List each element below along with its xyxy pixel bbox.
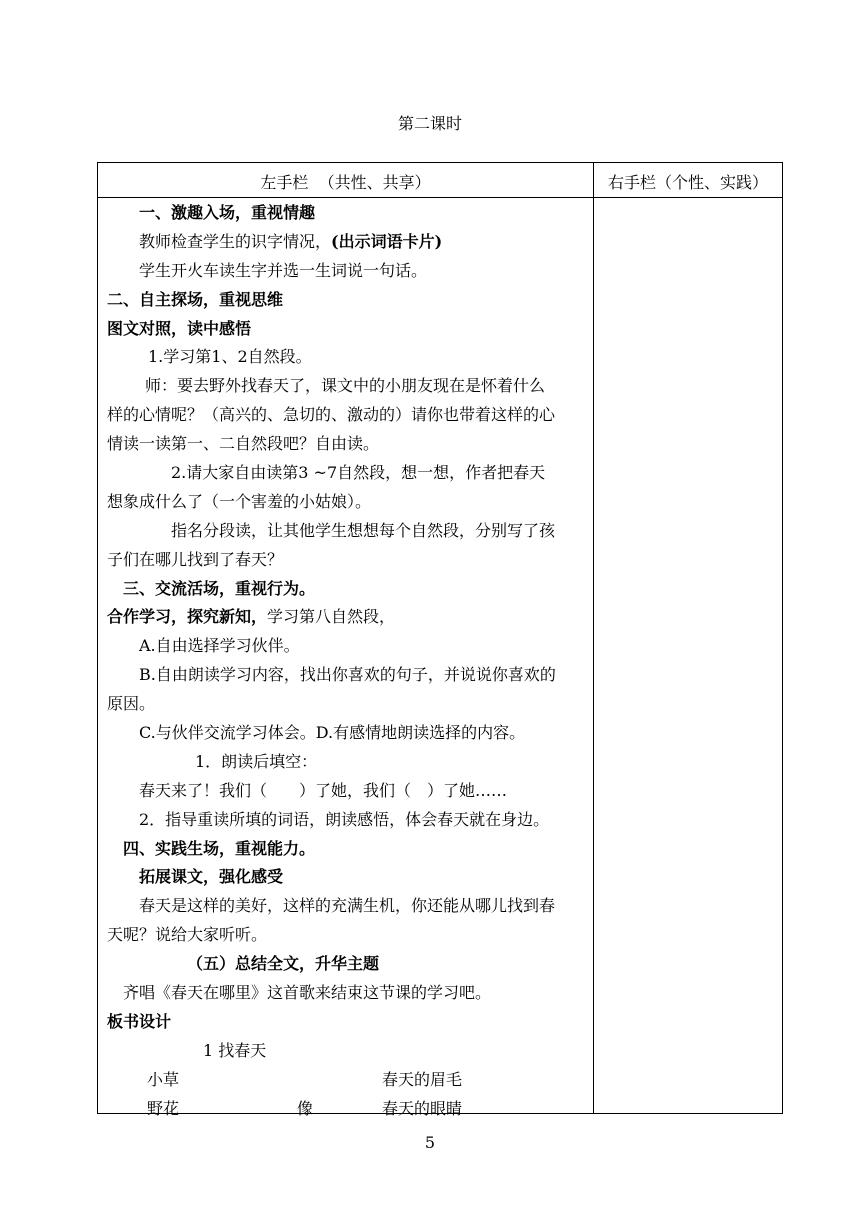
text-segment: 教师检查学生的识字情况， bbox=[139, 231, 332, 251]
text-line: 情读一读第一、二自然段吧？自由读。 bbox=[107, 434, 380, 454]
left-column-header: 左手栏 （共性、共享） bbox=[260, 173, 431, 192]
board-row bbox=[107, 1095, 589, 1124]
header-divider bbox=[98, 197, 782, 198]
text-line: 师：要去野外找春天了，课文中的小朋友现在是怀着什么 bbox=[145, 376, 546, 396]
text-line: A.自由选择学习伙伴。 bbox=[139, 636, 300, 656]
text-line: 样的心情呢？（高兴的、急切的、激动的）请你也带着这样的心 bbox=[107, 405, 556, 425]
text-line: 指名分段读，让其他学生想想每个自然段，分别写了孩 bbox=[171, 520, 556, 540]
right-column-header: 右手栏（个性、实践） bbox=[607, 173, 768, 192]
text-line bbox=[107, 603, 589, 632]
board-cell: 春天的眉毛 bbox=[382, 1069, 463, 1089]
board-row bbox=[107, 1066, 589, 1095]
section-heading: （五）总结全文，升华主题 bbox=[187, 954, 380, 974]
lesson-plan-table bbox=[97, 162, 783, 1118]
section-heading: 三、交流活场，重视行为。 bbox=[123, 578, 316, 598]
board-design-heading: 板书设计 bbox=[107, 1011, 172, 1031]
section-heading: 四、实践生场，重视能力。 bbox=[123, 838, 316, 858]
text-line: 想象成什么了（一个害羞的小姑娘）。 bbox=[107, 491, 372, 511]
text-segment-bold: 合作学习，探究新知， bbox=[107, 607, 268, 627]
left-column-content bbox=[107, 199, 589, 1124]
board-cell: 春天的眼睛 bbox=[382, 1098, 463, 1118]
text-line bbox=[107, 228, 589, 257]
board-cell: 野花 bbox=[147, 1098, 180, 1118]
page-number: 5 bbox=[424, 1133, 436, 1152]
text-line: C.与伙伴交流学习体会。D.有感情地朗读选择的内容。 bbox=[139, 723, 526, 743]
text-line: 齐唱《春天在哪里》这首歌来结束这节课的学习吧。 bbox=[123, 983, 492, 1003]
text-line: 2．指导重读所填的词语，朗读感悟，体会春天就在身边。 bbox=[139, 809, 550, 829]
board-cell: 像 bbox=[297, 1098, 314, 1118]
column-divider bbox=[593, 163, 594, 1113]
sub-heading: 拓展课文，强化感受 bbox=[139, 867, 284, 887]
section-heading: 二、自主探场，重视思维 bbox=[107, 289, 284, 309]
text-segment-bold: (出示词语卡片) bbox=[331, 231, 443, 251]
text-segment: 学习第八自然段， bbox=[267, 607, 396, 627]
lesson-title: 第二课时 bbox=[397, 114, 462, 133]
sub-heading: 图文对照，读中感悟 bbox=[107, 318, 252, 338]
text-line: 2.请大家自由读第3 ~7自然段，想一想，作者把春天 bbox=[171, 463, 546, 483]
text-line: 春天是这样的美好，这样的充满生机，你还能从哪儿找到春 bbox=[139, 896, 556, 916]
text-line: 天呢？说给大家听听。 bbox=[107, 925, 268, 945]
text-line: 春天来了！我们（ ）了她，我们（ ）了她…… bbox=[139, 780, 508, 800]
text-line: B.自由朗读学习内容，找出你喜欢的句子，并说说你喜欢的 bbox=[139, 665, 556, 685]
section-heading: 一、激趣入场，重视情趣 bbox=[139, 203, 316, 222]
text-line: 原因。 bbox=[107, 694, 156, 714]
board-cell: 小草 bbox=[147, 1069, 180, 1089]
text-line: 1．朗读后填空： bbox=[195, 751, 318, 771]
text-line: 1.学习第1、2自然段。 bbox=[148, 347, 312, 367]
board-title: 1 找春天 bbox=[203, 1040, 267, 1060]
text-line: 学生开火车读生字并选一生词说一句话。 bbox=[139, 260, 428, 280]
text-line: 子们在哪儿找到了春天？ bbox=[107, 549, 284, 569]
